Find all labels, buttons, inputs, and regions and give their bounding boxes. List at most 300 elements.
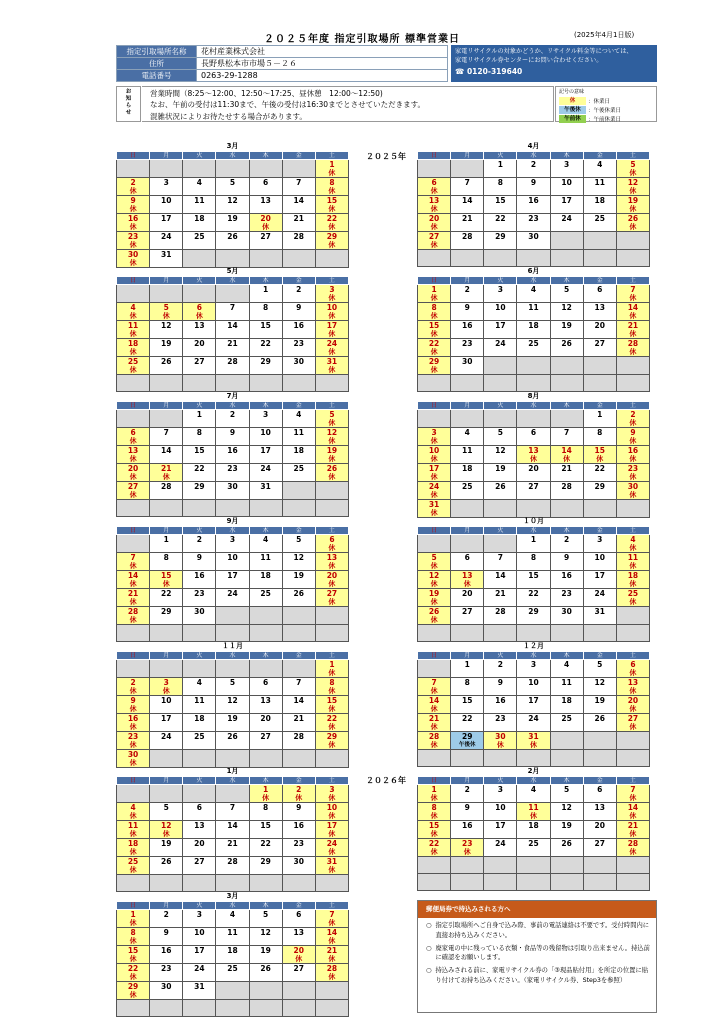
day-cell: 15	[517, 571, 550, 589]
day-cell: 5 休	[418, 553, 451, 571]
weekday-header: 土	[315, 652, 348, 660]
month-title: 3月	[226, 892, 239, 900]
day-cell: 16	[451, 821, 484, 839]
day-cell: 26 休	[418, 607, 451, 625]
legend-item	[559, 96, 653, 105]
day-cell: 20	[583, 321, 616, 339]
empty-day-cell	[249, 750, 282, 768]
month-title: 8月	[527, 392, 540, 400]
day-cell: 11	[517, 303, 550, 321]
day-cell: 31 休	[315, 357, 348, 375]
empty-day-cell	[418, 375, 451, 392]
day-cell: 29	[484, 232, 517, 250]
day-cell: 5 休	[315, 410, 348, 428]
guide-item	[418, 963, 656, 986]
day-cell: 19	[150, 339, 183, 357]
day-cell: 17	[150, 714, 183, 732]
day-cell: 14 休	[315, 928, 348, 946]
guide-box	[417, 900, 657, 1013]
empty-day-cell	[418, 857, 451, 874]
day-cell: 21	[216, 339, 249, 357]
day-cell: 29	[183, 482, 216, 500]
empty-day-cell	[616, 375, 649, 392]
day-cell: 26	[150, 857, 183, 875]
day-cell: 16 休	[117, 714, 150, 732]
weekday-header: 火	[183, 277, 216, 285]
day-cell: 28 休	[418, 732, 451, 750]
weekday-header: 土	[616, 527, 649, 535]
day-cell: 19	[484, 464, 517, 482]
day-cell: 25	[216, 964, 249, 982]
day-cell: 27	[183, 357, 216, 375]
empty-day-cell	[315, 875, 348, 892]
day-cell: 10	[550, 178, 583, 196]
empty-day-cell	[216, 785, 249, 803]
day-cell: 26	[150, 357, 183, 375]
empty-day-cell	[117, 1000, 150, 1017]
empty-day-cell	[117, 660, 150, 678]
day-cell: 26	[216, 232, 249, 250]
empty-day-cell	[451, 160, 484, 178]
empty-day-cell	[616, 250, 649, 267]
weekday-header: 木	[550, 277, 583, 285]
empty-day-cell	[315, 1000, 348, 1017]
month-title: 5月	[226, 267, 239, 275]
empty-day-cell	[117, 285, 150, 303]
empty-day-cell	[150, 500, 183, 517]
weekday-header: 水	[216, 777, 249, 785]
info-value: 0263-29-1288	[197, 70, 448, 82]
day-cell: 3 休	[418, 428, 451, 446]
empty-day-cell	[484, 250, 517, 267]
day-cell: 24 休	[418, 482, 451, 500]
empty-day-cell	[451, 250, 484, 267]
empty-day-cell	[183, 250, 216, 268]
empty-day-cell	[583, 232, 616, 250]
empty-day-cell	[249, 982, 282, 1000]
day-cell: 31 休	[315, 857, 348, 875]
day-cell: 25	[282, 464, 315, 482]
empty-day-cell	[282, 375, 315, 392]
info-row	[117, 58, 448, 70]
notice-box	[142, 86, 554, 122]
day-cell: 16	[484, 696, 517, 714]
weekday-header: 土	[315, 277, 348, 285]
month-calendar	[116, 767, 349, 892]
empty-day-cell	[315, 375, 348, 392]
month-calendar	[116, 642, 349, 768]
day-cell: 12 休	[418, 571, 451, 589]
empty-day-cell	[249, 1000, 282, 1017]
day-cell: 24 休	[315, 339, 348, 357]
recycle-line: 家電リサイクルの対象かどうか、リサイクル料金等については、	[455, 48, 633, 55]
weekday-header: 木	[550, 152, 583, 160]
day-cell: 28	[451, 232, 484, 250]
day-cell: 17	[183, 946, 216, 964]
empty-day-cell	[216, 500, 249, 517]
guide-text: 持込みされる前に、家電リサイクル券の「③現品貼付用」を所定の位置に貼り付けてお持ち込みください。（家電リサイクル券、Step3を参照）	[435, 967, 649, 984]
day-cell: 18	[282, 446, 315, 464]
day-cell: 21 休	[315, 946, 348, 964]
weekday-header: 月	[150, 527, 183, 535]
day-cell: 13 休	[451, 571, 484, 589]
day-cell: 11 休	[117, 321, 150, 339]
empty-day-cell	[418, 750, 451, 767]
day-cell: 10	[484, 803, 517, 821]
day-cell: 10	[583, 553, 616, 571]
day-cell: 15	[451, 696, 484, 714]
weekday-header: 月	[150, 777, 183, 785]
day-cell: 26 休	[616, 214, 649, 232]
day-cell: 20	[183, 839, 216, 857]
empty-day-cell	[517, 375, 550, 392]
day-cell: 10 休	[418, 446, 451, 464]
day-cell: 21 休	[418, 714, 451, 732]
day-cell: 25	[183, 232, 216, 250]
day-cell: 5	[216, 678, 249, 696]
weekday-header: 木	[550, 652, 583, 660]
empty-day-cell	[484, 535, 517, 553]
day-cell: 16	[517, 196, 550, 214]
empty-day-cell	[315, 750, 348, 768]
day-cell: 19	[249, 946, 282, 964]
day-cell: 30	[550, 607, 583, 625]
day-cell: 1	[183, 410, 216, 428]
day-cell: 27	[249, 732, 282, 750]
day-cell: 29 休	[315, 732, 348, 750]
day-cell: 10	[517, 678, 550, 696]
day-cell: 1	[517, 535, 550, 553]
weekday-header: 木	[249, 277, 282, 285]
legend-desc: ：休業日	[588, 98, 611, 105]
empty-day-cell	[282, 875, 315, 892]
empty-day-cell	[249, 660, 282, 678]
empty-day-cell	[117, 535, 150, 553]
empty-day-cell	[484, 410, 517, 428]
day-cell: 2	[451, 785, 484, 803]
day-cell: 14	[282, 696, 315, 714]
empty-day-cell	[418, 660, 451, 678]
empty-day-cell	[616, 232, 649, 250]
day-cell: 20	[517, 464, 550, 482]
day-cell: 28	[216, 357, 249, 375]
empty-day-cell	[150, 160, 183, 178]
day-cell: 22	[517, 589, 550, 607]
guide-mark: ○	[426, 967, 432, 974]
empty-day-cell	[583, 750, 616, 767]
day-cell: 14 休	[550, 446, 583, 464]
empty-day-cell	[616, 500, 649, 518]
weekday-header: 金	[282, 277, 315, 285]
empty-day-cell	[183, 375, 216, 392]
day-cell: 28	[216, 857, 249, 875]
empty-day-cell	[550, 732, 583, 750]
day-cell: 20	[451, 589, 484, 607]
day-cell: 12	[550, 303, 583, 321]
empty-day-cell	[418, 410, 451, 428]
day-cell: 11 休	[117, 821, 150, 839]
day-cell: 28	[282, 732, 315, 750]
day-cell: 18	[216, 946, 249, 964]
empty-day-cell	[216, 375, 249, 392]
notice-tag	[116, 86, 141, 122]
empty-day-cell	[550, 625, 583, 642]
day-cell: 29 休	[117, 982, 150, 1000]
day-cell: 17	[484, 821, 517, 839]
day-cell: 18	[183, 214, 216, 232]
empty-day-cell	[550, 410, 583, 428]
empty-day-cell	[583, 375, 616, 392]
day-cell: 12	[249, 928, 282, 946]
day-cell: 29	[150, 607, 183, 625]
day-cell: 24	[150, 232, 183, 250]
day-cell: 13 休	[517, 446, 550, 464]
empty-day-cell	[583, 625, 616, 642]
day-cell: 24 休	[315, 839, 348, 857]
day-cell: 28	[484, 607, 517, 625]
weekday-header: 日	[117, 402, 150, 410]
day-cell: 30	[282, 857, 315, 875]
day-cell: 1 休	[418, 785, 451, 803]
empty-day-cell	[183, 625, 216, 642]
empty-day-cell	[117, 375, 150, 392]
day-cell: 25	[550, 714, 583, 732]
day-cell: 27	[282, 964, 315, 982]
day-cell: 1	[583, 410, 616, 428]
day-cell: 20 休	[282, 946, 315, 964]
day-cell: 9 休	[117, 196, 150, 214]
day-cell: 7	[484, 553, 517, 571]
weekday-header: 金	[282, 652, 315, 660]
weekday-header: 月	[451, 152, 484, 160]
empty-day-cell	[315, 482, 348, 500]
empty-day-cell	[249, 160, 282, 178]
day-cell: 30 休	[117, 750, 150, 768]
day-cell: 22	[249, 339, 282, 357]
day-cell: 6 休	[315, 535, 348, 553]
day-cell: 20 休	[117, 464, 150, 482]
empty-day-cell	[418, 535, 451, 553]
guide-item	[418, 941, 656, 964]
weekday-header: 金	[282, 902, 315, 910]
empty-day-cell	[616, 857, 649, 874]
legend-desc: ：午前休業日	[588, 116, 622, 123]
empty-day-cell	[282, 625, 315, 642]
day-cell: 24	[183, 964, 216, 982]
day-cell: 6	[183, 803, 216, 821]
day-cell: 2 休	[282, 785, 315, 803]
day-cell: 14	[282, 196, 315, 214]
month-title: １２月	[523, 642, 544, 650]
weekday-header: 水	[517, 527, 550, 535]
day-cell: 8	[484, 178, 517, 196]
empty-day-cell	[616, 732, 649, 750]
day-cell: 19	[216, 214, 249, 232]
empty-day-cell	[183, 1000, 216, 1017]
weekday-header: 土	[616, 152, 649, 160]
weekday-header: 日	[418, 402, 451, 410]
day-cell: 15 休	[315, 696, 348, 714]
weekday-header: 火	[183, 527, 216, 535]
legend-item	[559, 114, 653, 123]
day-cell: 21	[550, 464, 583, 482]
info-row	[117, 46, 448, 58]
empty-day-cell	[216, 250, 249, 268]
day-cell: 29	[249, 357, 282, 375]
day-cell: 20	[583, 821, 616, 839]
day-cell: 19 休	[418, 589, 451, 607]
empty-day-cell	[418, 250, 451, 267]
empty-day-cell	[315, 250, 348, 268]
day-cell: 11	[216, 928, 249, 946]
day-cell: 16	[550, 571, 583, 589]
day-cell: 2	[216, 410, 249, 428]
month-calendar	[116, 392, 349, 517]
day-cell: 4	[183, 178, 216, 196]
day-cell: 11	[550, 678, 583, 696]
weekday-header: 日	[117, 652, 150, 660]
day-cell: 15	[249, 821, 282, 839]
day-cell: 29 午後休	[451, 732, 484, 750]
day-cell: 7 休	[616, 785, 649, 803]
weekday-header: 火	[484, 277, 517, 285]
day-cell: 17 休	[315, 321, 348, 339]
day-cell: 12	[216, 196, 249, 214]
info-label: 住所	[117, 58, 197, 70]
day-cell: 19	[550, 821, 583, 839]
day-cell: 1 休	[418, 285, 451, 303]
day-cell: 11	[451, 446, 484, 464]
day-cell: 5	[249, 910, 282, 928]
info-row	[117, 70, 448, 82]
day-cell: 26	[282, 589, 315, 607]
day-cell: 23 休	[117, 232, 150, 250]
weekday-header: 木	[550, 777, 583, 785]
day-cell: 18	[183, 714, 216, 732]
weekday-header: 水	[216, 902, 249, 910]
empty-day-cell	[282, 482, 315, 500]
day-cell: 14	[484, 571, 517, 589]
day-cell: 27	[183, 857, 216, 875]
day-cell: 12	[484, 446, 517, 464]
day-cell: 15 休	[418, 321, 451, 339]
empty-day-cell	[315, 607, 348, 625]
day-cell: 18	[583, 196, 616, 214]
day-cell: 19	[150, 839, 183, 857]
day-cell: 30	[451, 357, 484, 375]
day-cell: 12	[216, 696, 249, 714]
day-cell: 21	[484, 589, 517, 607]
day-cell: 13 休	[418, 196, 451, 214]
day-cell: 7	[216, 803, 249, 821]
day-cell: 28 休	[315, 964, 348, 982]
weekday-header: 火	[484, 652, 517, 660]
day-cell: 10 休	[315, 303, 348, 321]
day-cell: 14	[451, 196, 484, 214]
weekday-header: 土	[616, 652, 649, 660]
day-cell: 30 休	[117, 250, 150, 268]
day-cell: 31 休	[517, 732, 550, 750]
day-cell: 27 休	[418, 232, 451, 250]
day-cell: 2 休	[616, 410, 649, 428]
day-cell: 18	[517, 821, 550, 839]
day-cell: 24	[484, 839, 517, 857]
day-cell: 26	[249, 964, 282, 982]
month-title: 2月	[527, 767, 540, 775]
day-cell: 21	[282, 214, 315, 232]
day-cell: 25	[249, 589, 282, 607]
day-cell: 11 休	[616, 553, 649, 571]
weekday-header: 土	[616, 777, 649, 785]
day-cell: 9	[282, 803, 315, 821]
month-title: 3月	[226, 142, 239, 150]
empty-day-cell	[282, 607, 315, 625]
day-cell: 19	[583, 696, 616, 714]
day-cell: 12 休	[150, 821, 183, 839]
weekday-header: 木	[249, 652, 282, 660]
day-cell: 2	[484, 660, 517, 678]
empty-day-cell	[616, 357, 649, 375]
day-cell: 30	[216, 482, 249, 500]
month-title: 4月	[527, 142, 540, 150]
day-cell: 25	[517, 339, 550, 357]
day-cell: 25	[517, 839, 550, 857]
empty-day-cell	[315, 625, 348, 642]
empty-day-cell	[315, 500, 348, 517]
day-cell: 17	[550, 196, 583, 214]
empty-day-cell	[183, 500, 216, 517]
day-cell: 21	[451, 214, 484, 232]
notice-tag-char: ら	[125, 102, 132, 109]
weekday-header: 月	[150, 902, 183, 910]
day-cell: 17	[249, 446, 282, 464]
weekday-header: 火	[183, 152, 216, 160]
day-cell: 25	[451, 482, 484, 500]
month-calendar	[116, 267, 349, 392]
legend-item	[559, 105, 653, 114]
weekday-header: 土	[616, 402, 649, 410]
day-cell: 12	[583, 678, 616, 696]
day-cell: 11 休	[517, 803, 550, 821]
notice-line: 混雑状況によりお待たせする場合があります。	[150, 111, 307, 121]
day-cell: 18 休	[117, 339, 150, 357]
day-cell: 28 休	[616, 339, 649, 357]
weekday-header: 火	[484, 527, 517, 535]
day-cell: 10	[216, 553, 249, 571]
day-cell: 14 休	[418, 696, 451, 714]
day-cell: 31	[583, 607, 616, 625]
day-cell: 25 休	[117, 857, 150, 875]
day-cell: 22	[183, 464, 216, 482]
day-cell: 6	[249, 678, 282, 696]
day-cell: 30	[150, 982, 183, 1000]
day-cell: 4	[583, 160, 616, 178]
day-cell: 21	[216, 839, 249, 857]
day-cell: 9	[517, 178, 550, 196]
day-cell: 17	[517, 696, 550, 714]
day-cell: 8	[583, 428, 616, 446]
day-cell: 24	[249, 464, 282, 482]
empty-day-cell	[282, 500, 315, 517]
empty-day-cell	[150, 1000, 183, 1017]
weekday-header: 水	[517, 652, 550, 660]
day-cell: 23	[150, 964, 183, 982]
weekday-header: 日	[117, 777, 150, 785]
weekday-header: 月	[451, 652, 484, 660]
empty-day-cell	[616, 750, 649, 767]
weekday-header: 火	[183, 402, 216, 410]
day-cell: 17	[583, 571, 616, 589]
